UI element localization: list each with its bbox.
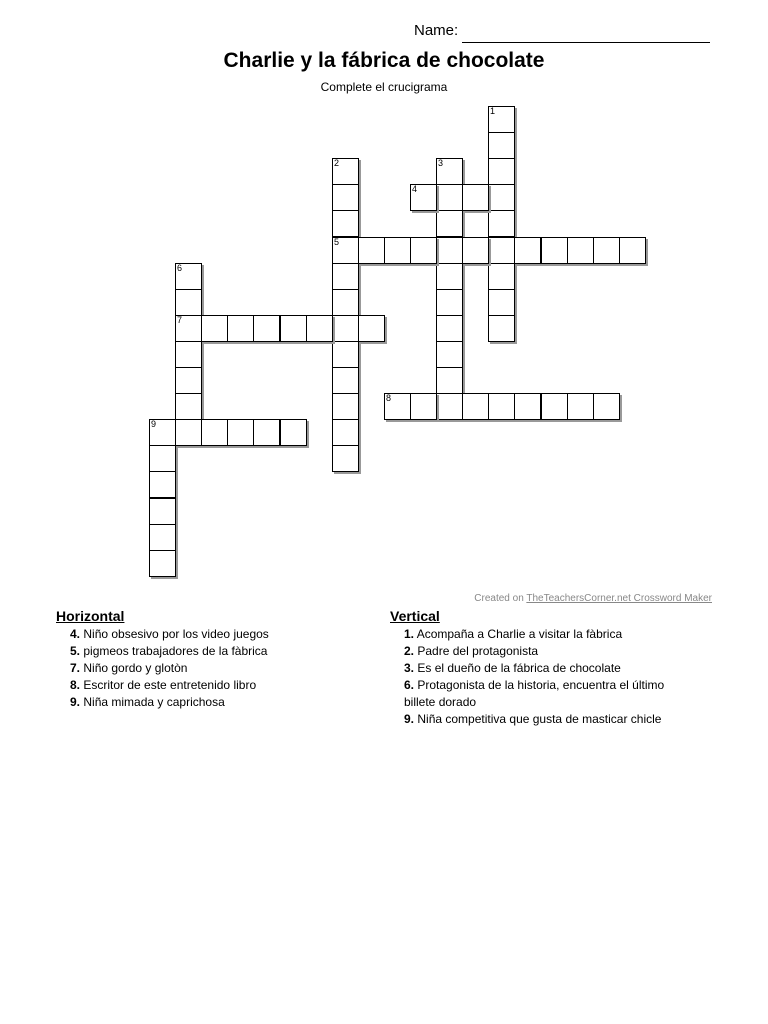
crossword-cell[interactable] bbox=[149, 445, 176, 472]
crossword-cell[interactable] bbox=[436, 367, 463, 394]
crossword-cell[interactable] bbox=[280, 315, 307, 342]
crossword-cell[interactable] bbox=[332, 210, 359, 237]
cell-number: 8 bbox=[386, 393, 392, 403]
crossword-cell[interactable] bbox=[436, 393, 463, 420]
crossword-cell[interactable] bbox=[227, 315, 254, 342]
clue-text: Padre del protagonista bbox=[417, 644, 539, 658]
crossword-cell[interactable] bbox=[567, 237, 594, 264]
crossword-cell[interactable] bbox=[149, 498, 176, 525]
crossword-cell[interactable] bbox=[332, 315, 359, 342]
cell-number: 4 bbox=[412, 184, 418, 194]
page-title: Charlie y la fábrica de chocolate bbox=[223, 49, 545, 72]
clue-text: Escritor de este entretenido libro bbox=[83, 678, 257, 692]
crossword-cell[interactable] bbox=[175, 367, 202, 394]
clue-item bbox=[56, 643, 356, 660]
clue-number: 7. bbox=[70, 661, 81, 675]
across-heading: Horizontal bbox=[56, 608, 125, 624]
clue-item bbox=[56, 677, 356, 694]
crossword-cell[interactable] bbox=[175, 263, 202, 290]
page-subtitle: Complete el crucigrama bbox=[320, 80, 448, 94]
clue-number: 4. bbox=[70, 627, 81, 641]
crossword-cell[interactable] bbox=[436, 263, 463, 290]
crossword-cell[interactable] bbox=[410, 393, 437, 420]
crossword-cell[interactable] bbox=[227, 419, 254, 446]
cell-number: 7 bbox=[177, 315, 183, 325]
crossword-cell[interactable] bbox=[436, 158, 463, 185]
credit-line bbox=[474, 593, 712, 604]
crossword-cell[interactable] bbox=[384, 393, 411, 420]
clue-item bbox=[390, 711, 690, 728]
crossword-cell[interactable] bbox=[358, 237, 385, 264]
crossword-cell[interactable] bbox=[332, 393, 359, 420]
crossword-cell[interactable] bbox=[332, 367, 359, 394]
clue-text: Niño obsesivo por los video juegos bbox=[83, 627, 269, 641]
crossword-cell[interactable] bbox=[436, 184, 463, 211]
crossword-cell[interactable] bbox=[488, 158, 515, 185]
crossword-cell[interactable] bbox=[253, 315, 280, 342]
crossword-cell[interactable] bbox=[410, 237, 437, 264]
clue-text: Niño gordo y glotòn bbox=[83, 661, 188, 675]
crossword-cell[interactable] bbox=[488, 184, 515, 211]
clue-text: Niña mimada y caprichosa bbox=[83, 695, 225, 709]
cell-number: 6 bbox=[177, 263, 183, 273]
clue-text: pigmeos trabajadores de la fàbrica bbox=[83, 644, 268, 658]
crossword-cell[interactable] bbox=[332, 341, 359, 368]
crossword-cell[interactable] bbox=[149, 524, 176, 551]
cell-number: 2 bbox=[334, 158, 340, 168]
crossword-cell[interactable] bbox=[436, 341, 463, 368]
crossword-cell[interactable] bbox=[332, 445, 359, 472]
clue-number: 2. bbox=[404, 644, 415, 658]
name-label: Name: bbox=[414, 22, 459, 39]
crossword-cell[interactable] bbox=[332, 263, 359, 290]
crossword-cell[interactable] bbox=[332, 184, 359, 211]
crossword-cell[interactable] bbox=[280, 419, 307, 446]
crossword-cell[interactable] bbox=[436, 210, 463, 237]
crossword-cell[interactable] bbox=[436, 315, 463, 342]
crossword-cell[interactable] bbox=[593, 237, 620, 264]
clue-item bbox=[56, 694, 356, 711]
down-heading: Vertical bbox=[390, 608, 440, 624]
crossword-cell[interactable] bbox=[462, 237, 489, 264]
crossword-cell[interactable] bbox=[332, 289, 359, 316]
crossword-cell[interactable] bbox=[462, 184, 489, 211]
clue-number: 6. bbox=[404, 678, 415, 692]
across-clues bbox=[56, 608, 356, 711]
cell-number: 5 bbox=[334, 237, 340, 247]
crossword-cell[interactable] bbox=[332, 419, 359, 446]
clue-number: 9. bbox=[70, 695, 81, 709]
crossword-cell[interactable] bbox=[358, 315, 385, 342]
clue-item bbox=[390, 626, 690, 643]
crossword-cell[interactable] bbox=[514, 237, 541, 264]
crossword-cell[interactable] bbox=[175, 341, 202, 368]
credit-link[interactable]: TheTeachersCorner.net Crossword Maker bbox=[526, 593, 712, 604]
crossword-cell[interactable] bbox=[201, 419, 228, 446]
crossword-cell[interactable] bbox=[149, 419, 176, 446]
crossword-cell[interactable] bbox=[175, 315, 202, 342]
clue-item bbox=[56, 626, 356, 643]
crossword-cell[interactable] bbox=[332, 158, 359, 185]
clue-number: 9. bbox=[404, 712, 415, 726]
crossword-cell[interactable] bbox=[488, 237, 515, 264]
crossword-cell[interactable] bbox=[567, 393, 594, 420]
crossword-cell[interactable] bbox=[253, 419, 280, 446]
clue-number: 1. bbox=[404, 627, 415, 641]
crossword-cell[interactable] bbox=[488, 289, 515, 316]
credit-prefix: Created on bbox=[474, 593, 527, 604]
crossword-cell[interactable] bbox=[149, 550, 176, 577]
crossword-cell[interactable] bbox=[149, 471, 176, 498]
crossword-cell[interactable] bbox=[201, 315, 228, 342]
crossword-cell[interactable] bbox=[514, 393, 541, 420]
crossword-cell[interactable] bbox=[488, 393, 515, 420]
crossword-cell[interactable] bbox=[541, 237, 568, 264]
clue-number: 5. bbox=[70, 644, 81, 658]
clue-number: 3. bbox=[404, 661, 415, 675]
crossword-cell[interactable] bbox=[410, 184, 437, 211]
crossword-cell[interactable] bbox=[541, 393, 568, 420]
cell-number: 1 bbox=[490, 106, 496, 116]
cell-number: 3 bbox=[438, 158, 444, 168]
crossword-cell[interactable] bbox=[593, 393, 620, 420]
cell-number: 9 bbox=[151, 419, 157, 429]
clue-item bbox=[390, 660, 690, 677]
crossword-cell[interactable] bbox=[332, 237, 359, 264]
clue-text: Es el dueño de la fábrica de chocolate bbox=[417, 661, 621, 675]
crossword-cell[interactable] bbox=[175, 289, 202, 316]
crossword-cell[interactable] bbox=[462, 393, 489, 420]
clue-text: Acompaña a Charlie a visitar la fàbrica bbox=[416, 627, 623, 641]
clue-text: Protagonista de la historia, encuentra el último billete dorado bbox=[404, 678, 665, 709]
crossword-cell[interactable] bbox=[488, 315, 515, 342]
clue-text: Niña competitiva que gusta de masticar chicle bbox=[417, 712, 662, 726]
crossword-cell[interactable] bbox=[175, 393, 202, 420]
crossword-cell[interactable] bbox=[384, 237, 411, 264]
crossword-cell[interactable] bbox=[175, 419, 202, 446]
crossword-cell[interactable] bbox=[488, 263, 515, 290]
crossword-cell[interactable] bbox=[488, 210, 515, 237]
crossword-cell[interactable] bbox=[306, 315, 333, 342]
crossword-cell[interactable] bbox=[436, 289, 463, 316]
crossword-cell[interactable] bbox=[619, 237, 646, 264]
clue-item bbox=[390, 643, 690, 660]
crossword-cell[interactable] bbox=[436, 237, 463, 264]
clue-item bbox=[390, 677, 690, 711]
clue-number: 8. bbox=[70, 678, 81, 692]
crossword-cell[interactable] bbox=[488, 106, 515, 133]
clue-item bbox=[56, 660, 356, 677]
crossword-cell[interactable] bbox=[488, 132, 515, 159]
down-clues bbox=[390, 608, 690, 728]
